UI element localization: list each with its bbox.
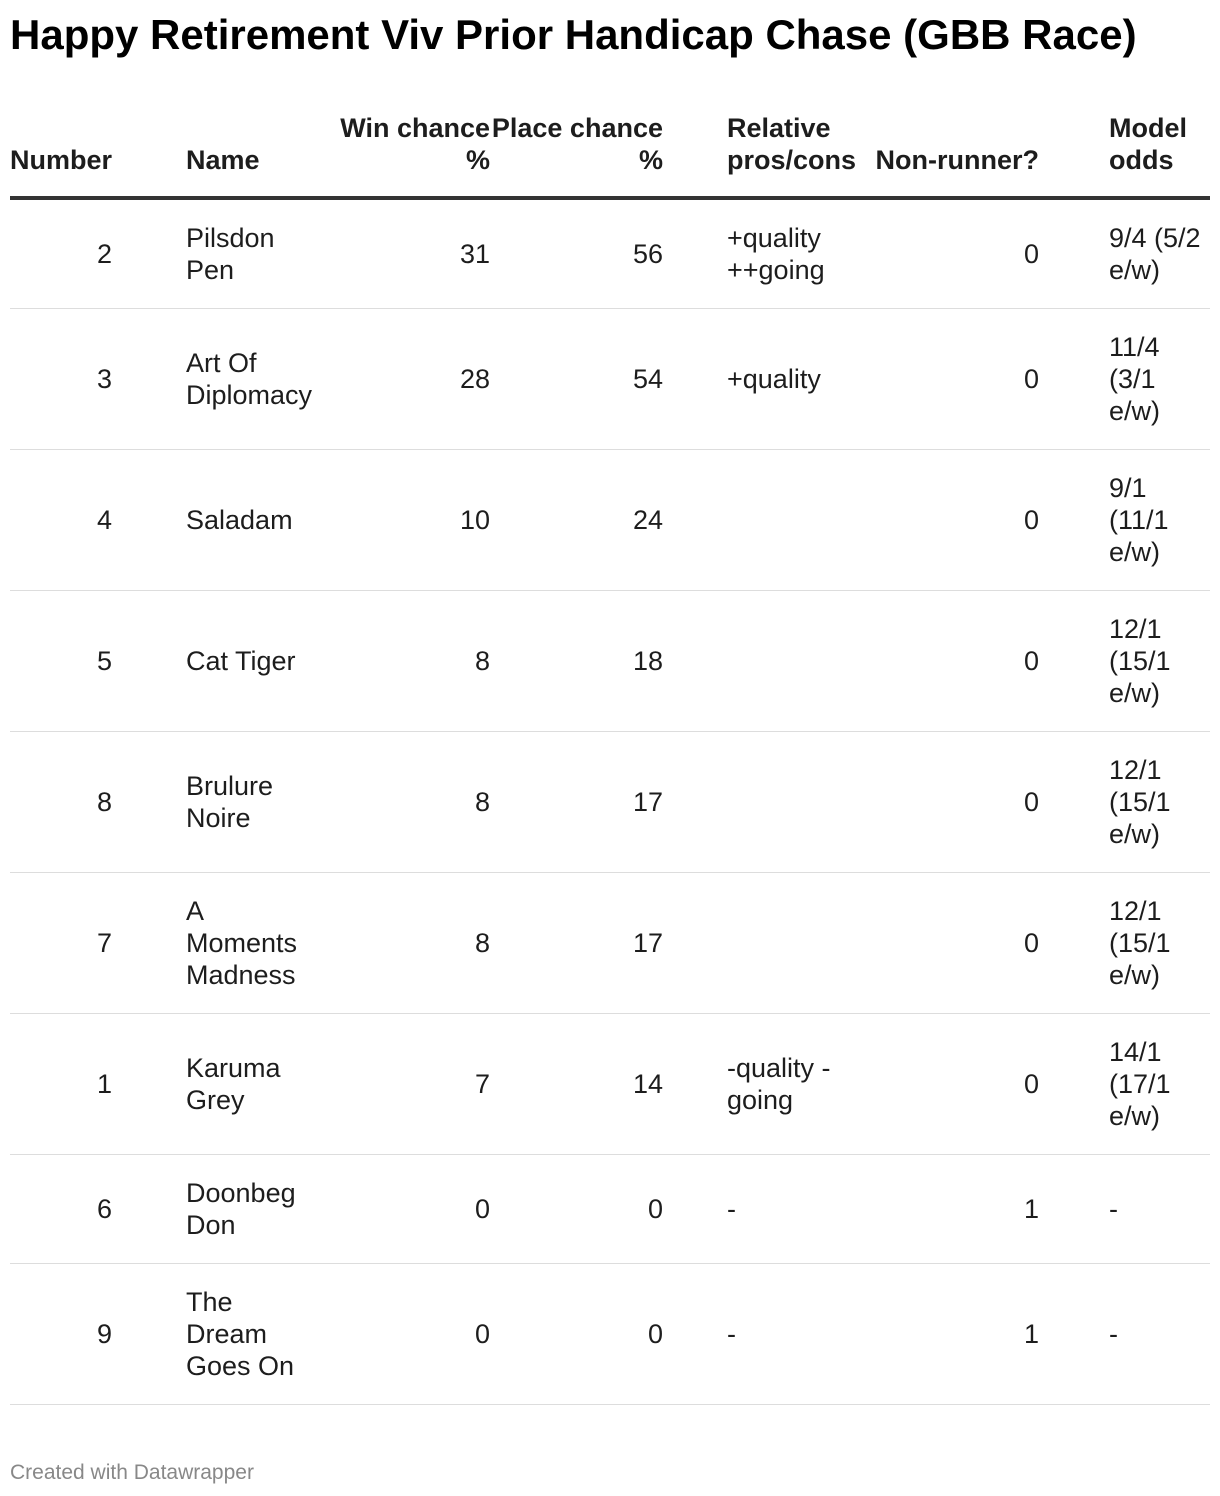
column-header-number[interactable]: Number — [10, 112, 160, 198]
datawrapper-credit[interactable]: Created with Datawrapper — [10, 1461, 254, 1484]
cell-number-text: 5 — [96, 646, 112, 676]
cell-name-text: Pilsdon Pen — [186, 223, 275, 285]
cell-win-chance-text: 7 — [474, 1069, 490, 1099]
cell-win-chance-text: 0 — [474, 1319, 490, 1349]
column-header-name[interactable]: Name — [160, 112, 310, 198]
cell-model-odds — [1043, 198, 1210, 309]
cell-pros-cons — [663, 450, 863, 591]
cell-model-odds — [1043, 309, 1210, 450]
column-header-win-chance[interactable]: Win chance % — [310, 112, 490, 198]
cell-non-runner — [863, 1014, 1043, 1155]
table-row — [10, 450, 1210, 591]
cell-name-text: Doonbeg Don — [186, 1178, 296, 1240]
cell-name — [160, 450, 310, 591]
cell-pros-cons-text — [727, 498, 863, 542]
cell-number — [10, 732, 160, 873]
cell-place-chance-text: 0 — [647, 1319, 663, 1349]
cell-place-chance-text: 17 — [632, 787, 663, 817]
cell-non-runner — [863, 591, 1043, 732]
cell-name-text: Karuma Grey — [186, 1053, 281, 1115]
cell-name-text: The Dream Goes On — [186, 1287, 295, 1381]
table-row — [10, 1264, 1210, 1405]
cell-pros-cons-text — [727, 780, 863, 824]
cell-name — [160, 873, 310, 1014]
cell-name-text: Art Of Diplomacy — [186, 348, 313, 410]
cell-pros-cons-text: - — [727, 1319, 736, 1349]
cell-name-text: Cat Tiger — [186, 646, 296, 676]
cell-pros-cons — [663, 873, 863, 1014]
column-header-pros-cons[interactable]: Relative pros/cons — [663, 112, 863, 198]
cell-name — [160, 591, 310, 732]
cell-number — [10, 873, 160, 1014]
cell-number — [10, 1264, 160, 1405]
cell-model-odds — [1043, 1014, 1210, 1155]
cell-pros-cons — [663, 1014, 863, 1155]
table-body — [10, 198, 1210, 1405]
column-header-non-runner[interactable]: Non-runner? — [863, 112, 1043, 198]
cell-model-odds-text: 12/1 (15/1 e/w) — [1109, 896, 1171, 990]
cell-non-runner — [863, 450, 1043, 591]
cell-number — [10, 1155, 160, 1264]
cell-model-odds — [1043, 450, 1210, 591]
cell-win-chance — [310, 591, 490, 732]
cell-model-odds-text: 12/1 (15/1 e/w) — [1109, 755, 1171, 849]
cell-place-chance-text: 14 — [632, 1069, 663, 1099]
cell-name — [160, 732, 310, 873]
cell-number-text: 9 — [96, 1319, 112, 1349]
cell-non-runner — [863, 198, 1043, 309]
cell-win-chance — [310, 873, 490, 1014]
cell-name — [160, 1264, 310, 1405]
cell-name-text: Brulure Noire — [186, 771, 274, 833]
cell-non-runner-text: 0 — [1023, 239, 1039, 269]
cell-win-chance-text: 0 — [474, 1194, 490, 1224]
cell-number-text: 4 — [96, 505, 112, 535]
cell-win-chance — [310, 1155, 490, 1264]
cell-win-chance-text: 8 — [474, 787, 490, 817]
cell-non-runner — [863, 732, 1043, 873]
cell-win-chance-text: 8 — [474, 928, 490, 958]
cell-win-chance — [310, 1264, 490, 1405]
cell-name — [160, 1155, 310, 1264]
cell-number — [10, 1014, 160, 1155]
cell-number — [10, 309, 160, 450]
cell-model-odds — [1043, 591, 1210, 732]
cell-name-text: Saladam — [186, 505, 293, 535]
table-row — [10, 1014, 1210, 1155]
cell-non-runner-text: 0 — [1023, 364, 1039, 394]
cell-place-chance-text: 18 — [632, 646, 663, 676]
cell-name — [160, 198, 310, 309]
cell-place-chance — [490, 198, 663, 309]
cell-number — [10, 591, 160, 732]
cell-win-chance-text: 28 — [459, 364, 490, 394]
cell-win-chance — [310, 732, 490, 873]
cell-number — [10, 198, 160, 309]
cell-pros-cons — [663, 198, 863, 309]
cell-win-chance-text: 31 — [459, 239, 490, 269]
cell-pros-cons-text — [727, 639, 863, 683]
cell-non-runner — [863, 309, 1043, 450]
table-row — [10, 591, 1210, 732]
cell-name — [160, 309, 313, 450]
cell-number-text: 1 — [96, 1069, 112, 1099]
cell-model-odds-text: - — [1109, 1319, 1118, 1349]
column-header-place-chance[interactable]: Place chance % — [490, 112, 663, 198]
table-row — [10, 1155, 1210, 1264]
cell-model-odds-text: 11/4 (3/1 e/w) — [1109, 332, 1161, 426]
table-row — [10, 873, 1210, 1014]
cell-model-odds — [1043, 1155, 1210, 1264]
cell-place-chance-text: 17 — [632, 928, 663, 958]
cell-number-text: 6 — [96, 1194, 112, 1224]
cell-model-odds — [1043, 873, 1210, 1014]
cell-non-runner-text: 0 — [1023, 787, 1039, 817]
cell-model-odds-text: - — [1109, 1194, 1118, 1224]
cell-name — [160, 1014, 310, 1155]
cell-number-text: 2 — [96, 239, 112, 269]
table-row — [10, 309, 1210, 450]
cell-name-text: A Moments Madness — [186, 896, 298, 990]
cell-place-chance-text: 54 — [632, 364, 663, 394]
cell-place-chance-text: 56 — [632, 239, 663, 269]
cell-pros-cons — [663, 591, 863, 732]
cell-place-chance — [490, 873, 663, 1014]
cell-place-chance-text: 0 — [647, 1194, 663, 1224]
cell-pros-cons-text: +quality — [727, 364, 821, 394]
cell-model-odds-text: 9/1 (11/1 e/w) — [1109, 473, 1169, 567]
cell-model-odds — [1043, 1264, 1210, 1405]
cell-place-chance — [490, 1155, 663, 1264]
cell-place-chance-text: 24 — [632, 505, 663, 535]
cell-model-odds-text: 12/1 (15/1 e/w) — [1109, 614, 1171, 708]
cell-pros-cons-text: +quality ++going — [727, 223, 825, 285]
cell-number-text: 7 — [96, 928, 112, 958]
cell-place-chance — [490, 309, 663, 450]
cell-place-chance — [490, 450, 663, 591]
cell-place-chance — [490, 591, 663, 732]
cell-place-chance — [490, 732, 663, 873]
cell-non-runner-text: 0 — [1023, 505, 1039, 535]
cell-pros-cons — [663, 1264, 863, 1405]
cell-place-chance — [490, 1014, 663, 1155]
column-header-model-odds[interactable]: Model odds — [1043, 112, 1210, 198]
cell-number-text: 8 — [96, 787, 112, 817]
header-row — [10, 112, 1210, 198]
cell-win-chance — [310, 450, 490, 591]
cell-model-odds-text: 9/4 (5/2 e/w) — [1109, 223, 1201, 285]
cell-non-runner-text: 0 — [1023, 646, 1039, 676]
cell-non-runner — [863, 1155, 1043, 1264]
cell-pros-cons-text: - — [727, 1194, 736, 1224]
cell-non-runner-text: 1 — [1023, 1319, 1039, 1349]
table-row — [10, 732, 1210, 873]
results-table — [10, 112, 1210, 1405]
cell-pros-cons — [663, 309, 863, 450]
cell-win-chance — [310, 1014, 490, 1155]
cell-win-chance — [310, 198, 490, 309]
chart-title: Happy Retirement Viv Prior Handicap Chase (GBB Race) — [10, 11, 1137, 58]
cell-pros-cons — [663, 732, 863, 873]
cell-win-chance-text: 10 — [459, 505, 490, 535]
cell-pros-cons-text: -quality -going — [727, 1053, 831, 1115]
cell-number — [10, 450, 160, 591]
cell-model-odds — [1043, 732, 1210, 873]
cell-win-chance — [310, 309, 490, 450]
table-row — [10, 198, 1210, 309]
cell-pros-cons — [663, 1155, 863, 1264]
cell-non-runner — [863, 1264, 1043, 1405]
cell-model-odds-text: 14/1 (17/1 e/w) — [1109, 1037, 1171, 1131]
cell-non-runner — [863, 873, 1043, 1014]
cell-non-runner-text: 1 — [1023, 1194, 1039, 1224]
cell-number-text: 3 — [96, 364, 112, 394]
cell-non-runner-text: 0 — [1023, 1069, 1039, 1099]
cell-place-chance — [490, 1264, 663, 1405]
cell-non-runner-text: 0 — [1023, 928, 1039, 958]
cell-win-chance-text: 8 — [474, 646, 490, 676]
cell-pros-cons-text — [727, 921, 863, 965]
